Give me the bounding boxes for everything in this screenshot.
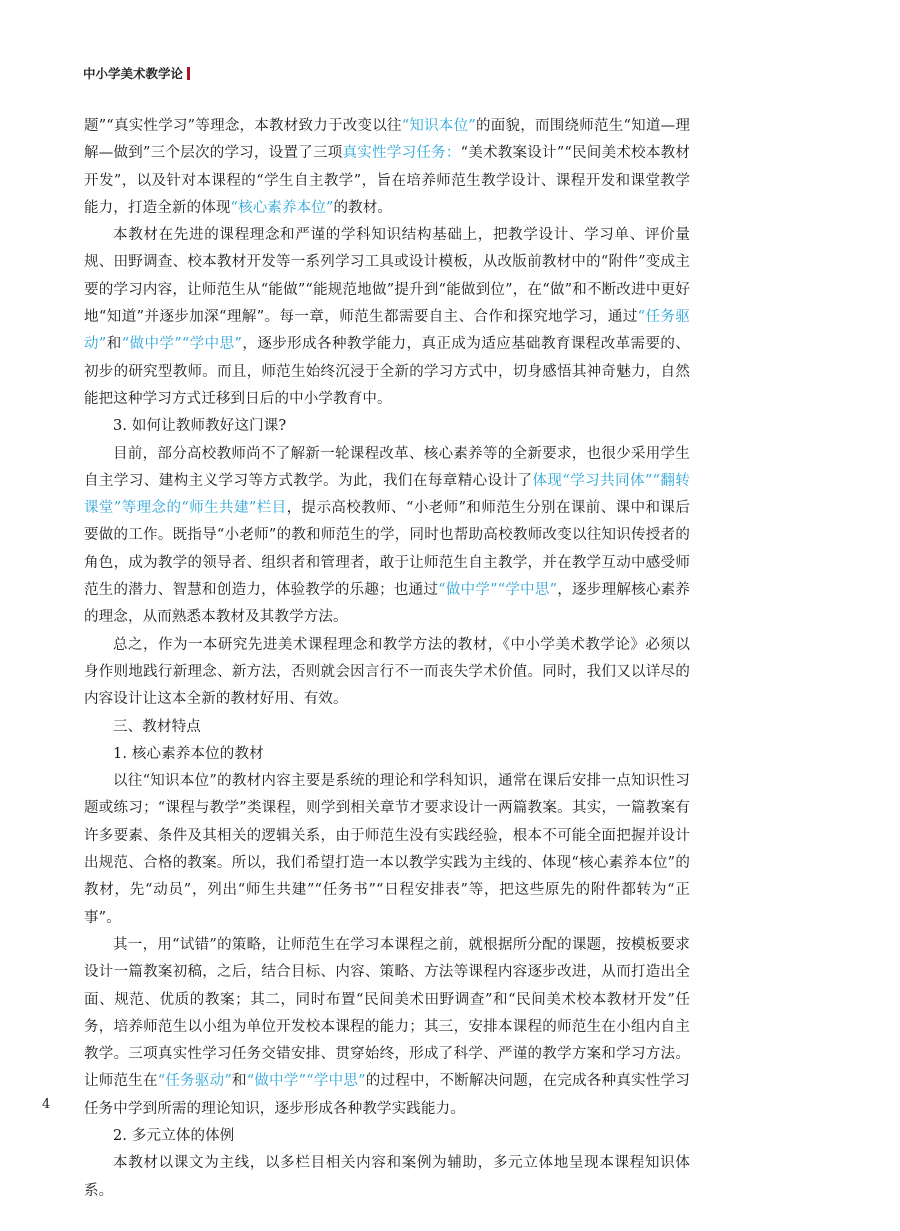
text-run: 题”“真实性学习”等理念，本教材致力于改变以往 bbox=[84, 118, 402, 134]
text-run: 和 bbox=[106, 336, 122, 353]
running-title: 中小学美术教学论 bbox=[83, 66, 184, 81]
text-run: ，逐步理解核心素养的理念，从而熟悉本教材及其教学方法。 bbox=[84, 582, 690, 626]
text-run: 本教材以课文为主线，以多栏目相关内容和案例为辅助，多元立体地呈现本课程知识体系。 bbox=[84, 1155, 690, 1199]
text-run: 2. 多元立体的体例 bbox=[113, 1127, 235, 1144]
highlighted-term: “核心素养本位” bbox=[230, 199, 334, 216]
text-run: 其一，用“试错”的策略，让师范生在学习本课程之前，就根据所分配的课题，按模板要求设计一篇教案初稿，之后，结合目标、内容、策略、方法等课程内容逐步改进，从而打造出全面、规范、优质的教案；其二，同时布置“民间美术田野调查”和“民间美术校本教材开发”任务，培养师范生以小组为单位开发校本课程的能力；其三，安排本课程的师范生在小组内自主教学。三项真实性学习任务交错安排、贯穿始终，形成了科学、严谨的教学方案和学习方法。让师范生在 bbox=[84, 936, 690, 1090]
text-run: 本教材在先进的课程理念和严谨的学科知识结构基础上，把教学设计、学习单、评价量规、田野调查、校本教材开发等一系列学习工具或设计模板，从改版前教材中的“附件”变成主要的学习内容，让师范生从“能做”“能规范地做”提升到“能做到位”，在“做”和不断改进中更好地“知道”并逐步加深“理解”。每一章，师范生都需要自主、合作和探究地学习，通过 bbox=[84, 227, 690, 326]
text-run: 1. 核心素养本位的教材 bbox=[113, 745, 264, 762]
text-run: 的教材。 bbox=[333, 199, 393, 216]
text-run: 和 bbox=[231, 1073, 247, 1090]
text-run: 以往“知识本位”的教材内容主要是系统的理论和学科知识，通常在课后安排一点知识性习题或练习；“课程与教学”类课程，则学到相关章节才要求设计一两篇教案。其实，一篇教案有许多要素、条件及其相关的逻辑关系，由于师范生没有实践经验，根本不可能全面把握并设计出规范、合格的教案。所以，我们希望打造一本以教学实践为主线的、体现“核心素养本位”的教材，先“动员”，列出“师生共建”“任务书”“日程安排表”等，把这些原先的附件都转为“正事”。 bbox=[84, 773, 690, 926]
text-run: ，逐步形成各种教学能力，真正成为适应基础教育课程改革需要的、初步的研究型教师。而且，师范生始终沉浸于全新的学习方式中，切身感悟其神奇魅力，自然能把这种学习方式迁移到日后的中小学教育中。 bbox=[84, 336, 690, 407]
highlighted-term: “做中学”“学中思” bbox=[438, 582, 558, 599]
highlighted-term: “任务驱动” bbox=[84, 309, 691, 353]
text-run: 三、教材特点 bbox=[113, 718, 201, 735]
paragraph bbox=[84, 413, 690, 440]
highlighted-term: “知识本位” bbox=[401, 118, 476, 134]
body-text bbox=[84, 113, 690, 1205]
running-head bbox=[83, 64, 190, 82]
text-run: 的过程中，不断解决问题，在完成各种真实性学习任务中学到所需的理论知识，逐步形成各种教学实践能力。 bbox=[84, 1073, 691, 1117]
text-run: 的面貌，而围绕师范生“知道—理解—做到”三个层次的学习，设置了三项 bbox=[84, 118, 690, 162]
paragraph bbox=[84, 1123, 690, 1150]
paragraph bbox=[84, 768, 690, 932]
paragraph bbox=[84, 932, 690, 1123]
header-accent-bar bbox=[187, 67, 190, 80]
paragraph bbox=[84, 222, 690, 413]
highlighted-term: “做中学”“学中思” bbox=[246, 1073, 366, 1090]
text-run: 总之，作为一本研究先进美术课程理念和教学方法的教材，《中小学美术教学论》必须以身作则地践行新理念、新方法，否则就会因言行不一而丧失学术价值。同时，我们又以详尽的内容设计让这本全新的教材好用、有效。 bbox=[84, 636, 690, 708]
highlighted-term: “任务驱动” bbox=[157, 1073, 232, 1090]
highlighted-term: “做中学”“学中思” bbox=[121, 336, 243, 353]
highlighted-term: 体现“学习共同体”“翻转课堂”等理念的“师生共建”栏目 bbox=[84, 472, 690, 517]
text-run: 3. 如何让教师教好这门课? bbox=[113, 418, 287, 435]
paragraph bbox=[84, 113, 690, 222]
highlighted-term: 真实性学习任务： bbox=[342, 145, 461, 162]
text-run: 目前，部分高校教师尚不了解新一轮课程改革、核心素养等的全新要求，也很少采用学生自主学习、建构主义学习等方式教学。为此，我们在每章精心设计了 bbox=[84, 445, 690, 489]
paragraph bbox=[84, 441, 690, 632]
paragraph bbox=[84, 632, 690, 714]
page-number: 4 bbox=[42, 1097, 51, 1112]
paragraph bbox=[84, 741, 690, 768]
paragraph bbox=[84, 714, 690, 741]
text-run: “美术教案设计”“民间美术校本教材开发”，以及针对本课程的“学生自主教学”，旨在培养师范生教学设计、课程开发和课堂教学能力，打造全新的体现 bbox=[84, 145, 690, 216]
text-run: ，提示高校教师、“小老师”和师范生分别在课前、课中和课后要做的工作。既指导“小老师”的教和师范生的学，同时也帮助高校教师改变以往知识传授者的角色，成为教学的领导者、组织者和管理者，敢于让师范生自主教学，并在教学互动中感受师范生的潜力、智慧和创造力，体验教学的乐趣；也通过 bbox=[84, 500, 690, 599]
paragraph bbox=[84, 1150, 690, 1205]
